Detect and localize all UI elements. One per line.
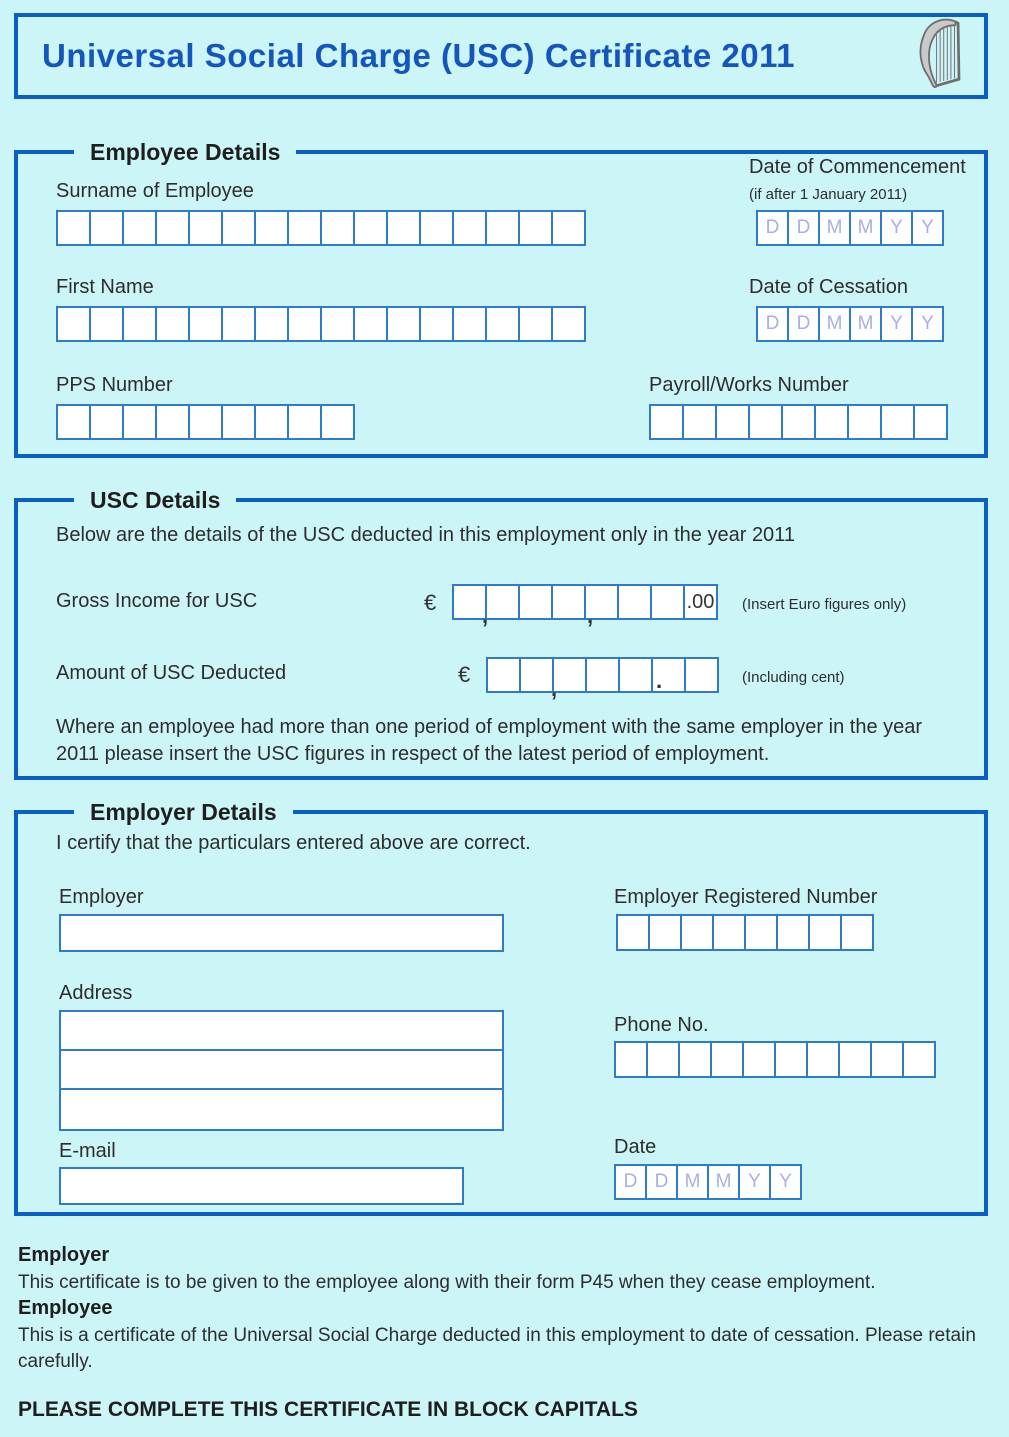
char-cell[interactable] — [254, 404, 289, 440]
form-header — [14, 13, 988, 99]
block-capitals-notice: PLEASE COMPLETE THIS CERTIFICATE IN BLOCK CAPITALS — [18, 1398, 638, 1421]
cessation-label: Date of Cessation — [749, 276, 908, 298]
date-cell[interactable]: Y — [911, 306, 944, 342]
char-cell[interactable] — [551, 306, 586, 342]
char-cell[interactable] — [806, 1041, 840, 1078]
char-cell[interactable] — [840, 914, 874, 951]
char-cell[interactable] — [902, 1041, 936, 1078]
char-cell[interactable] — [320, 306, 355, 342]
char-cell[interactable] — [614, 1041, 648, 1078]
char-cell[interactable] — [808, 914, 842, 951]
char-cell[interactable] — [320, 210, 355, 246]
usc-details-title: USC Details — [74, 485, 236, 515]
surname-input[interactable] — [56, 210, 586, 246]
gross-income-label: Gross Income for USC — [56, 590, 258, 612]
certify-text: I certify that the particulars entered above are correct. — [56, 832, 531, 854]
date-cell[interactable]: M — [676, 1164, 709, 1200]
char-cell[interactable] — [56, 404, 91, 440]
date-cell[interactable]: M — [818, 210, 851, 246]
char-cell[interactable] — [419, 210, 454, 246]
address-line-1[interactable] — [61, 1012, 502, 1051]
char-cell[interactable] — [781, 404, 816, 440]
date-cell[interactable]: D — [787, 210, 820, 246]
footer-employer-heading: Employer — [18, 1244, 110, 1266]
date-cell[interactable]: D — [756, 210, 789, 246]
char-cell[interactable] — [649, 404, 684, 440]
char-cell[interactable] — [353, 210, 388, 246]
char-cell[interactable] — [155, 404, 190, 440]
multi-period-note: Where an employee had more than one period of employment with the same employer in the year 2011 please insert the USC figures in respect of the latest period of employment. — [56, 716, 923, 765]
char-cell[interactable] — [847, 404, 882, 440]
date-cell[interactable]: M — [818, 306, 851, 342]
char-cell[interactable] — [89, 306, 124, 342]
char-cell[interactable] — [776, 914, 810, 951]
char-cell[interactable] — [684, 657, 719, 693]
phone-label: Phone No. — [614, 1014, 709, 1036]
char-cell[interactable] — [552, 657, 587, 693]
char-cell[interactable] — [913, 404, 948, 440]
address-label: Address — [59, 982, 133, 1004]
char-cell[interactable] — [122, 404, 157, 440]
comma-separator: , — [482, 603, 489, 628]
char-cell[interactable] — [650, 584, 685, 620]
usc-deducted-note: (Including cent) — [742, 669, 845, 686]
char-cell[interactable] — [122, 306, 157, 342]
char-cell[interactable] — [715, 404, 750, 440]
commencement-label: Date of Commencement — [749, 156, 966, 178]
usc-deducted-label: Amount of USC Deducted — [56, 662, 287, 684]
char-cell[interactable] — [838, 1041, 872, 1078]
payroll-number-label: Payroll/Works Number — [649, 374, 849, 396]
registered-number-input[interactable] — [616, 914, 874, 951]
char-cell[interactable] — [880, 404, 915, 440]
char-cell[interactable] — [744, 914, 778, 951]
employer-input[interactable] — [59, 914, 504, 952]
gross-decimal-cell[interactable]: .00 — [683, 584, 718, 620]
date-cell[interactable]: D — [756, 306, 789, 342]
char-cell[interactable] — [353, 306, 388, 342]
char-cell[interactable] — [618, 657, 653, 693]
usc-details-section — [14, 487, 988, 780]
surname-label: Surname of Employee — [56, 180, 254, 202]
footer-employee-text: This is a certificate of the Universal Social Charge deducted in this employment to date of cessation. Please retain carefully. — [18, 1325, 976, 1372]
usc-deducted-input[interactable] — [486, 657, 719, 701]
char-cell[interactable] — [287, 306, 322, 342]
address-input[interactable] — [59, 1010, 504, 1131]
char-cell[interactable] — [519, 657, 554, 693]
euro-symbol: € — [458, 662, 471, 687]
char-cell[interactable] — [89, 404, 124, 440]
char-cell[interactable] — [155, 306, 190, 342]
date-cell[interactable]: Y — [769, 1164, 802, 1200]
email-input[interactable] — [59, 1167, 464, 1205]
gross-income-note: (Insert Euro figures only) — [742, 596, 907, 613]
char-cell[interactable] — [56, 210, 91, 246]
footer-employee-heading: Employee — [18, 1297, 113, 1319]
char-cell[interactable] — [188, 306, 223, 342]
char-cell[interactable] — [485, 210, 520, 246]
char-cell[interactable] — [254, 306, 289, 342]
char-cell[interactable] — [646, 1041, 680, 1078]
page-title: Universal Social Charge (USC) Certificate 2011 — [42, 37, 795, 74]
registered-number-label: Employer Registered Number — [614, 886, 878, 908]
char-cell[interactable] — [616, 914, 650, 951]
date-cell[interactable]: Y — [880, 306, 913, 342]
char-cell[interactable] — [287, 404, 322, 440]
char-cell[interactable] — [742, 1041, 776, 1078]
char-cell[interactable] — [56, 306, 91, 342]
char-cell[interactable] — [648, 914, 682, 951]
char-cell[interactable] — [551, 210, 586, 246]
char-cell[interactable] — [485, 584, 520, 620]
char-cell[interactable] — [518, 306, 553, 342]
char-cell[interactable] — [486, 657, 521, 693]
char-cell[interactable] — [814, 404, 849, 440]
pps-number-input[interactable] — [56, 404, 355, 440]
address-line-3[interactable] — [61, 1090, 502, 1129]
comma-separator: , — [551, 676, 558, 701]
char-cell[interactable] — [155, 210, 190, 246]
first-name-input[interactable] — [56, 306, 586, 342]
char-cell[interactable] — [551, 584, 586, 620]
commencement-note: (if after 1 January 2011) — [749, 186, 908, 203]
char-cell[interactable] — [518, 210, 553, 246]
cessation-date-input[interactable] — [756, 306, 944, 342]
char-cell[interactable] — [617, 584, 652, 620]
char-cell[interactable] — [320, 404, 355, 440]
char-cell[interactable] — [386, 210, 421, 246]
footer-employer-text: This certificate is to be given to the employee along with their form P45 when they cease employment. — [18, 1272, 876, 1293]
commencement-date-input[interactable] — [756, 210, 944, 246]
char-cell[interactable] — [518, 584, 553, 620]
phone-input[interactable] — [614, 1041, 936, 1078]
date-cell[interactable]: D — [614, 1164, 647, 1200]
char-cell[interactable] — [682, 404, 717, 440]
char-cell[interactable] — [452, 306, 487, 342]
pps-number-label: PPS Number — [56, 374, 173, 396]
euro-symbol: € — [424, 590, 437, 615]
date-cell[interactable]: M — [849, 210, 882, 246]
employer-details-title: Employer Details — [74, 797, 293, 827]
char-cell[interactable] — [680, 914, 714, 951]
char-cell[interactable] — [452, 210, 487, 246]
char-cell[interactable] — [188, 404, 223, 440]
date-cell[interactable]: Y — [880, 210, 913, 246]
employer-date-input[interactable] — [614, 1164, 802, 1200]
date-cell[interactable]: Y — [738, 1164, 771, 1200]
char-cell[interactable] — [221, 306, 256, 342]
char-cell[interactable] — [585, 657, 620, 693]
char-cell[interactable] — [748, 404, 783, 440]
date-cell[interactable]: Y — [911, 210, 944, 246]
char-cell[interactable] — [419, 306, 454, 342]
email-label: E-mail — [59, 1140, 116, 1162]
char-cell[interactable] — [485, 306, 520, 342]
date-cell[interactable]: M — [849, 306, 882, 342]
irish-harp-icon — [914, 15, 968, 98]
date-label: Date — [614, 1136, 657, 1158]
address-line-2[interactable] — [61, 1051, 502, 1090]
decimal-separator: . — [656, 668, 663, 693]
date-cell[interactable]: D — [645, 1164, 678, 1200]
char-cell[interactable] — [678, 1041, 712, 1078]
char-cell[interactable] — [386, 306, 421, 342]
first-name-label: First Name — [56, 276, 154, 298]
char-cell[interactable] — [712, 914, 746, 951]
payroll-number-input[interactable] — [649, 404, 948, 440]
gross-income-input[interactable] — [452, 584, 718, 628]
char-cell[interactable] — [122, 210, 157, 246]
employer-label: Employer — [59, 886, 144, 908]
char-cell[interactable] — [254, 210, 289, 246]
char-cell[interactable] — [188, 210, 223, 246]
char-cell[interactable] — [89, 210, 124, 246]
date-cell[interactable]: M — [707, 1164, 740, 1200]
employee-details-section — [14, 139, 988, 458]
char-cell[interactable] — [710, 1041, 744, 1078]
char-cell[interactable] — [221, 404, 256, 440]
char-cell[interactable] — [221, 210, 256, 246]
employee-details-title: Employee Details — [74, 137, 296, 167]
employer-details-section — [14, 799, 988, 1216]
char-cell[interactable] — [287, 210, 322, 246]
char-cell[interactable] — [870, 1041, 904, 1078]
comma-separator: , — [587, 603, 594, 628]
usc-intro-text: Below are the details of the USC deducted in this employment only in the year 2011 — [56, 524, 795, 546]
date-cell[interactable]: D — [787, 306, 820, 342]
char-cell[interactable] — [774, 1041, 808, 1078]
